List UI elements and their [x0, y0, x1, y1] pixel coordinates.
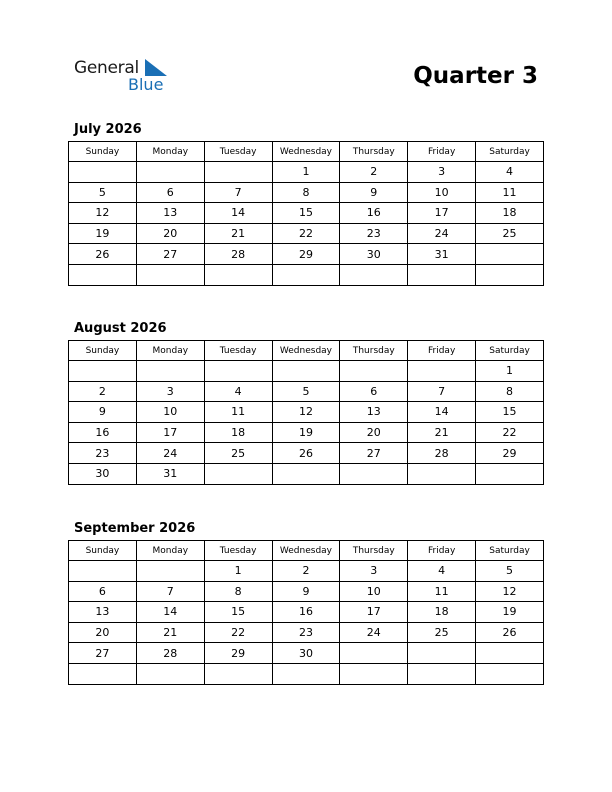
day-cell: 22 [272, 223, 340, 244]
day-cell [136, 561, 204, 582]
day-cell: 9 [272, 581, 340, 602]
day-cell: 17 [408, 203, 476, 224]
day-cell: 12 [69, 203, 137, 224]
day-cell: 9 [69, 402, 137, 423]
day-cell: 9 [340, 182, 408, 203]
day-cell: 24 [136, 443, 204, 464]
day-cell: 19 [69, 223, 137, 244]
day-cell: 15 [204, 602, 272, 623]
day-cell: 20 [136, 223, 204, 244]
weekday-label: Tuesday [204, 341, 272, 361]
day-cell: 5 [476, 561, 544, 582]
day-cell: 15 [476, 402, 544, 423]
week-row [69, 264, 544, 285]
weekday-label: Saturday [476, 341, 544, 361]
month-section-august [68, 321, 544, 485]
day-cell [408, 463, 476, 484]
day-cell: 22 [476, 422, 544, 443]
day-cell [272, 463, 340, 484]
month-section-september [68, 521, 544, 685]
week-row [69, 561, 544, 582]
page-title: Quarter 3 [413, 63, 538, 89]
day-cell: 13 [69, 602, 137, 623]
weekday-label: Monday [136, 541, 204, 561]
calendar-table [68, 340, 544, 485]
day-cell: 3 [136, 381, 204, 402]
month-title: August 2026 [74, 321, 167, 336]
week-row [69, 203, 544, 224]
week-row [69, 361, 544, 382]
day-cell: 7 [408, 381, 476, 402]
day-cell: 30 [272, 643, 340, 664]
weekday-label: Saturday [476, 541, 544, 561]
day-cell: 23 [272, 622, 340, 643]
day-cell: 24 [340, 622, 408, 643]
week-row [69, 463, 544, 484]
weekday-label: Wednesday [272, 341, 340, 361]
weekday-label: Friday [408, 541, 476, 561]
day-cell [272, 264, 340, 285]
weekday-label: Monday [136, 142, 204, 162]
week-row [69, 602, 544, 623]
weekday-label: Thursday [340, 142, 408, 162]
day-cell: 12 [272, 402, 340, 423]
weekday-label: Sunday [69, 541, 137, 561]
week-row [69, 381, 544, 402]
day-cell: 27 [69, 643, 137, 664]
day-cell: 30 [340, 244, 408, 265]
day-cell [408, 643, 476, 664]
day-cell: 16 [340, 203, 408, 224]
day-cell: 2 [340, 162, 408, 183]
day-cell [204, 162, 272, 183]
day-cell: 11 [476, 182, 544, 203]
month-section-july [68, 122, 544, 286]
day-cell: 15 [272, 203, 340, 224]
day-cell: 6 [136, 182, 204, 203]
calendar-table [68, 540, 544, 685]
day-cell: 3 [408, 162, 476, 183]
day-cell: 6 [69, 581, 137, 602]
day-cell: 13 [136, 203, 204, 224]
day-cell: 25 [408, 622, 476, 643]
day-cell: 21 [408, 422, 476, 443]
day-cell: 28 [136, 643, 204, 664]
day-cell [408, 361, 476, 382]
day-cell: 21 [204, 223, 272, 244]
week-row [69, 244, 544, 265]
day-cell: 20 [340, 422, 408, 443]
day-cell [340, 663, 408, 684]
weekday-label: Sunday [69, 142, 137, 162]
day-cell: 27 [136, 244, 204, 265]
day-cell: 23 [340, 223, 408, 244]
weekday-label: Thursday [340, 341, 408, 361]
day-cell: 30 [69, 463, 137, 484]
day-cell: 28 [408, 443, 476, 464]
brand-logo [74, 58, 174, 94]
day-cell: 16 [272, 602, 340, 623]
week-row [69, 162, 544, 183]
day-cell: 14 [136, 602, 204, 623]
day-cell: 18 [476, 203, 544, 224]
day-cell [136, 663, 204, 684]
day-cell: 24 [408, 223, 476, 244]
day-cell [340, 643, 408, 664]
day-cell: 7 [204, 182, 272, 203]
day-cell: 11 [408, 581, 476, 602]
day-cell: 10 [408, 182, 476, 203]
day-cell: 26 [272, 443, 340, 464]
day-cell [204, 264, 272, 285]
day-cell: 19 [476, 602, 544, 623]
day-cell: 31 [136, 463, 204, 484]
day-cell [340, 463, 408, 484]
day-cell: 5 [69, 182, 137, 203]
day-cell [340, 264, 408, 285]
day-cell: 18 [408, 602, 476, 623]
day-cell: 23 [69, 443, 137, 464]
day-cell: 17 [136, 422, 204, 443]
day-cell: 26 [476, 622, 544, 643]
day-cell [476, 643, 544, 664]
day-cell: 5 [272, 381, 340, 402]
month-title: July 2026 [74, 122, 142, 137]
day-cell [408, 663, 476, 684]
week-row [69, 402, 544, 423]
week-row [69, 581, 544, 602]
week-row [69, 223, 544, 244]
day-cell: 29 [204, 643, 272, 664]
day-cell [476, 264, 544, 285]
day-cell: 16 [69, 422, 137, 443]
day-cell [204, 463, 272, 484]
day-cell [69, 561, 137, 582]
day-cell: 7 [136, 581, 204, 602]
day-cell: 20 [69, 622, 137, 643]
day-cell [476, 244, 544, 265]
day-cell: 4 [408, 561, 476, 582]
day-cell [136, 162, 204, 183]
day-cell [136, 264, 204, 285]
month-title: September 2026 [74, 521, 196, 536]
day-cell: 11 [204, 402, 272, 423]
weekday-label: Sunday [69, 341, 137, 361]
weekday-label: Friday [408, 341, 476, 361]
day-cell: 26 [69, 244, 137, 265]
day-cell: 31 [408, 244, 476, 265]
week-row [69, 622, 544, 643]
day-cell: 17 [340, 602, 408, 623]
day-cell [272, 361, 340, 382]
day-cell: 10 [340, 581, 408, 602]
day-cell: 27 [340, 443, 408, 464]
weekday-label: Wednesday [272, 142, 340, 162]
weekday-header-row [69, 142, 544, 162]
day-cell: 29 [272, 244, 340, 265]
day-cell: 2 [272, 561, 340, 582]
day-cell: 6 [340, 381, 408, 402]
day-cell [408, 264, 476, 285]
week-row [69, 663, 544, 684]
day-cell: 14 [408, 402, 476, 423]
weekday-label: Friday [408, 142, 476, 162]
day-cell [272, 663, 340, 684]
day-cell [69, 361, 137, 382]
weekday-label: Wednesday [272, 541, 340, 561]
calendar-table [68, 141, 544, 286]
day-cell: 22 [204, 622, 272, 643]
day-cell: 2 [69, 381, 137, 402]
weekday-header-row [69, 541, 544, 561]
day-cell [340, 361, 408, 382]
day-cell: 14 [204, 203, 272, 224]
day-cell [69, 162, 137, 183]
weekday-label: Thursday [340, 541, 408, 561]
day-cell: 13 [340, 402, 408, 423]
weekday-label: Tuesday [204, 541, 272, 561]
day-cell: 4 [204, 381, 272, 402]
day-cell: 1 [476, 361, 544, 382]
day-cell [204, 361, 272, 382]
day-cell [476, 463, 544, 484]
day-cell: 8 [476, 381, 544, 402]
day-cell [204, 663, 272, 684]
weekday-label: Saturday [476, 142, 544, 162]
week-row [69, 643, 544, 664]
week-row [69, 422, 544, 443]
day-cell: 4 [476, 162, 544, 183]
day-cell: 8 [204, 581, 272, 602]
day-cell: 28 [204, 244, 272, 265]
day-cell [69, 264, 137, 285]
week-row [69, 443, 544, 464]
logo-text-blue: Blue [128, 75, 164, 94]
day-cell [69, 663, 137, 684]
day-cell: 25 [204, 443, 272, 464]
day-cell: 1 [272, 162, 340, 183]
weekday-label: Monday [136, 341, 204, 361]
day-cell: 12 [476, 581, 544, 602]
day-cell: 10 [136, 402, 204, 423]
day-cell: 25 [476, 223, 544, 244]
logo-text-general: General [74, 58, 139, 78]
day-cell [136, 361, 204, 382]
weekday-header-row [69, 341, 544, 361]
day-cell [476, 663, 544, 684]
day-cell: 1 [204, 561, 272, 582]
day-cell: 8 [272, 182, 340, 203]
day-cell: 29 [476, 443, 544, 464]
weekday-label: Tuesday [204, 142, 272, 162]
day-cell: 19 [272, 422, 340, 443]
day-cell: 21 [136, 622, 204, 643]
day-cell: 18 [204, 422, 272, 443]
day-cell: 3 [340, 561, 408, 582]
week-row [69, 182, 544, 203]
